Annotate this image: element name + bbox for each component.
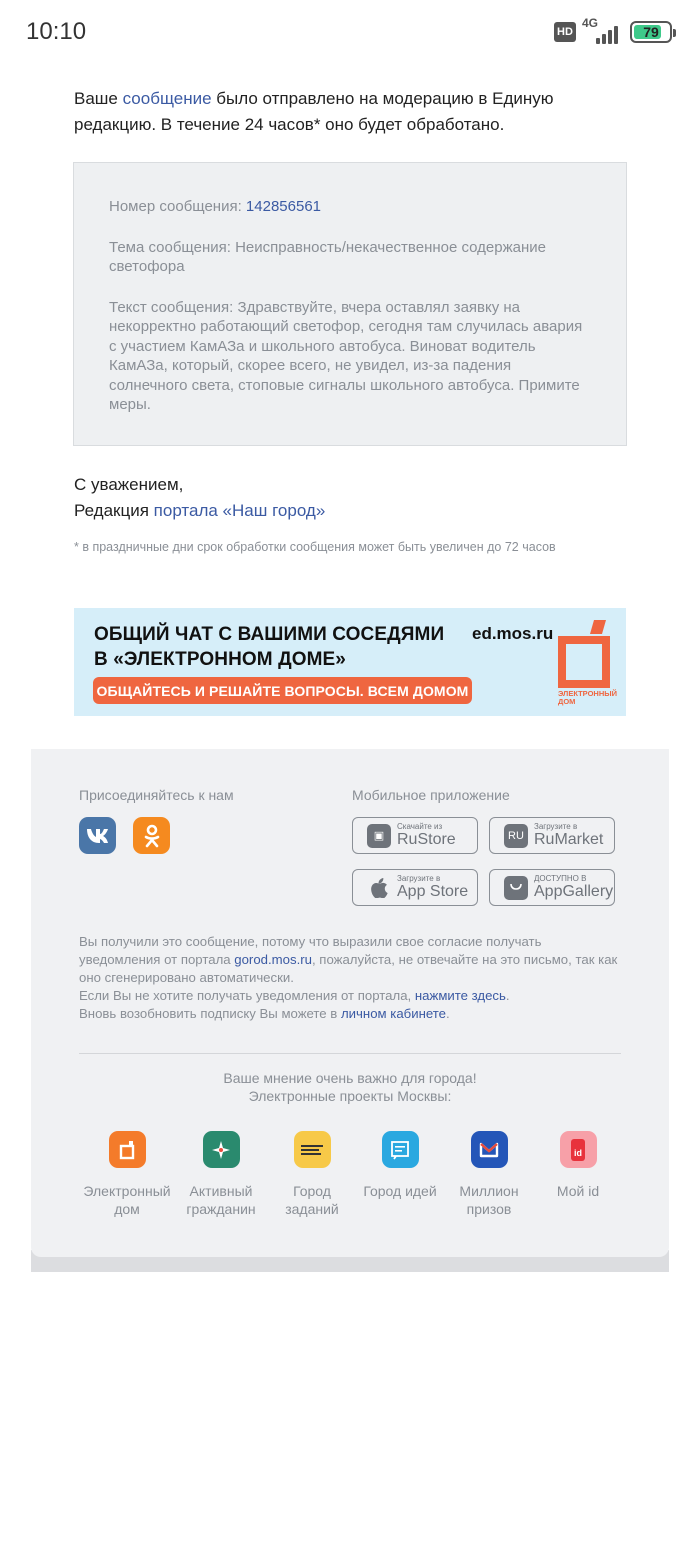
- store-small-text: Скачайте из: [397, 822, 443, 831]
- battery-level: 79: [643, 24, 659, 40]
- project-label-2: дом: [114, 1201, 140, 1217]
- store-name: AppGallery: [534, 883, 614, 900]
- banner-logo-text-2: ДОМ: [558, 697, 576, 706]
- join-label: Присоединяйтесь к нам: [79, 787, 234, 803]
- store-name: App Store: [397, 883, 469, 900]
- project-label: Мой id: [556, 1183, 600, 1199]
- app-store-button[interactable]: [352, 869, 478, 906]
- message-topic: Тема сообщения: Неисправность/некачественное содержание светофора: [109, 238, 546, 275]
- gorod-link[interactable]: gorod.mos.ru: [234, 952, 312, 967]
- opinion-text: [31, 1069, 669, 1105]
- banner-headline-line1: ОБЩИЙ ЧАТ С ВАШИМИ СОСЕДЯМИ: [94, 624, 445, 645]
- footer-divider: [79, 1053, 621, 1054]
- banner-logo-text: [558, 690, 617, 706]
- regards-text: С уважением,: [74, 475, 184, 494]
- message-text: Текст сообщения: Здравствуйте, вчера оставлял заявку на некорректно работающий светофор, сегодня там случилась авария с участием КамАЗа и школьного автобуса. Виноват водитель КамАЗа, который, скорее всего, не увидел, из-за падения солнечного света, стоповые сигналы школьного автобуса. Примите меры.: [109, 298, 583, 413]
- project-label: Активный: [189, 1183, 253, 1199]
- cabinet-link[interactable]: личном кабинете: [340, 1006, 446, 1021]
- project-active-citizen[interactable]: [171, 1131, 271, 1218]
- electronic-house-icon: [109, 1131, 146, 1168]
- store-small-text: Загрузите в: [534, 822, 578, 831]
- banner-url: ed.mos.ru: [472, 624, 554, 643]
- status-bar: [0, 0, 700, 64]
- intro-text: [74, 86, 634, 138]
- project-city-ideas[interactable]: [350, 1131, 450, 1200]
- store-name: RuStore: [397, 831, 456, 848]
- note-text-5: Вновь возобновить подписку Вы можете в: [79, 1006, 341, 1021]
- store-small-text: Загрузите в: [397, 874, 441, 883]
- note-text-6: .: [445, 1006, 450, 1021]
- project-label-2: гражданин: [186, 1201, 256, 1217]
- network-type: 4G: [582, 16, 599, 30]
- project-million-prizes[interactable]: [439, 1131, 539, 1218]
- opinion-line1: Ваше мнение очень важно для города!: [223, 1070, 477, 1086]
- message-number: [109, 197, 592, 217]
- opinion-line2: Электронные проекты Москвы:: [248, 1088, 452, 1104]
- editorial-text: Редакция: [74, 501, 154, 520]
- city-tasks-icon: [294, 1131, 331, 1168]
- app-label: Мобильное приложение: [352, 787, 510, 803]
- banner-headline-line2: В «ЭЛЕКТРОННОМ ДОМЕ»: [94, 649, 346, 670]
- project-my-id[interactable]: [528, 1131, 628, 1200]
- signature: [74, 472, 325, 524]
- hd-icon: HD: [554, 22, 576, 42]
- signal-icon: [582, 16, 618, 44]
- footer: [31, 749, 669, 1257]
- vk-icon[interactable]: [79, 817, 116, 854]
- rustore-button[interactable]: [352, 817, 478, 854]
- odnoklassniki-icon[interactable]: [133, 817, 170, 854]
- project-label: Электронный: [83, 1183, 171, 1199]
- message-number-label: Номер сообщения:: [109, 198, 246, 215]
- intro-after: было отправлено на модерацию в Единую редакцию. В течение 24 часов* оно будет обработано.: [74, 89, 554, 134]
- store-small-text: ДОСТУПНО В: [534, 874, 587, 883]
- editorial-line: [74, 498, 325, 524]
- rustore-icon: ▣: [367, 824, 391, 848]
- store-name: RuMarket: [534, 831, 604, 848]
- rumarket-icon: RU: [504, 824, 528, 848]
- million-prizes-icon: [471, 1131, 508, 1168]
- active-citizen-icon: [203, 1131, 240, 1168]
- project-label: Миллион: [459, 1183, 519, 1199]
- note-text-1: Вы получили это сообщение, потому что выразили свое согласие получать уведомления от портала: [79, 934, 542, 967]
- banner-headline: [94, 622, 444, 672]
- subscription-note: [79, 933, 624, 1023]
- city-ideas-icon: [382, 1131, 419, 1168]
- message-number-value[interactable]: 142856561: [245, 198, 322, 215]
- status-icons: [554, 16, 672, 44]
- battery-icon: [630, 21, 672, 43]
- note-text-2: , пожалуйста, не отвечайте на это письмо, так как оно сгенерировано автоматически.: [79, 952, 618, 985]
- my-id-icon: [560, 1131, 597, 1168]
- note-text-4: .: [505, 988, 510, 1003]
- message-link[interactable]: сообщение: [122, 89, 212, 108]
- footnote: * в праздничные дни срок обработки сообщения может быть увеличен до 72 часов: [74, 540, 556, 554]
- apple-icon: [367, 876, 391, 900]
- portal-link[interactable]: портала «Наш город»: [153, 501, 326, 520]
- unsubscribe-link[interactable]: нажмите здесь: [414, 988, 506, 1003]
- banner-logo-text-1: ЭЛЕКТРОННЫЙ: [558, 689, 617, 698]
- banner-cta-button[interactable]: ОБЩАЙТЕСЬ И РЕШАЙТЕ ВОПРОСЫ. ВСЕМ ДОМОМ: [93, 677, 472, 704]
- project-electronic-house[interactable]: [77, 1131, 177, 1218]
- note-text-3: Если Вы не хотите получать уведомления от портала,: [79, 988, 415, 1003]
- appgallery-button[interactable]: [489, 869, 615, 906]
- project-label: Город: [293, 1183, 331, 1199]
- intro-before: Ваше: [74, 89, 123, 108]
- project-label-2: призов: [466, 1201, 512, 1217]
- project-label: Город идей: [363, 1183, 437, 1199]
- ad-banner[interactable]: [74, 608, 626, 716]
- svg-text:id: id: [574, 1147, 582, 1158]
- message-details: [73, 162, 627, 446]
- project-label-2: заданий: [285, 1201, 339, 1217]
- project-city-tasks[interactable]: [262, 1131, 362, 1218]
- huawei-icon: [504, 876, 528, 900]
- status-time: 10:10: [26, 18, 87, 45]
- rumarket-button[interactable]: [489, 817, 615, 854]
